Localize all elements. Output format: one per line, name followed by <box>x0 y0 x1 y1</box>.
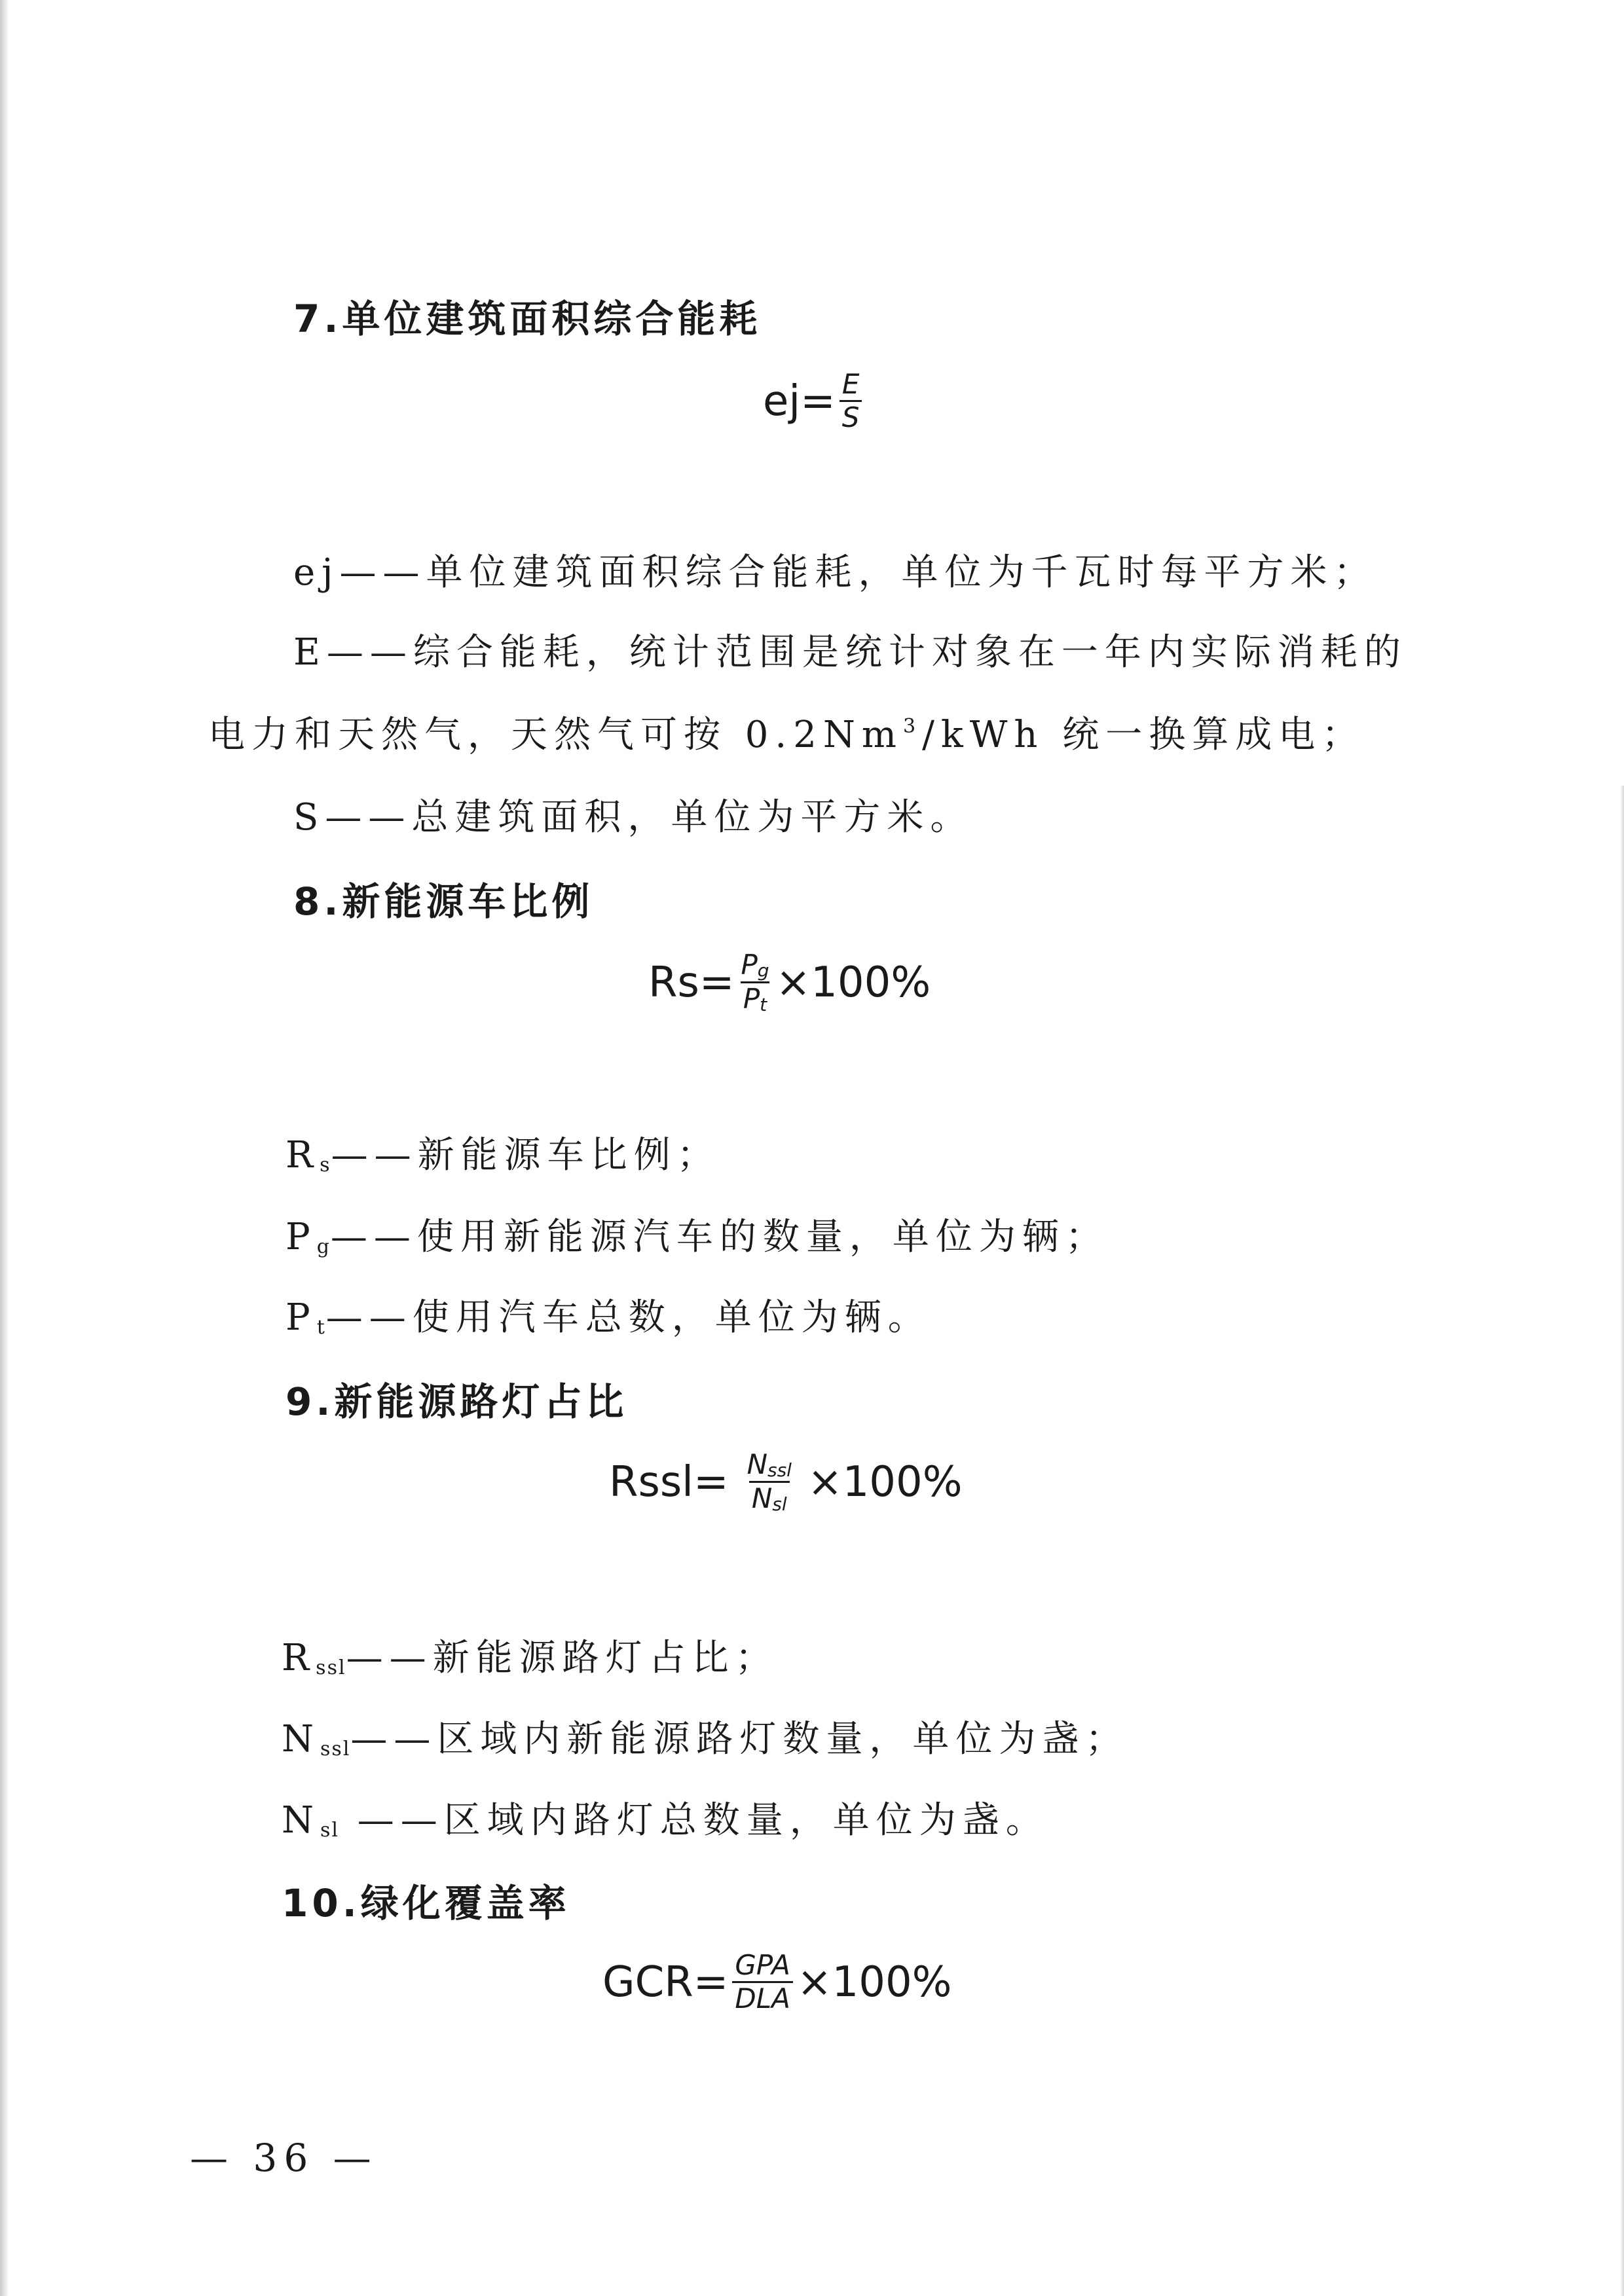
def-E-line2-before: 电力和天然气，天然气可按 0.2Nm <box>208 714 903 756</box>
formula-rs-lhs: Rs= <box>648 958 735 1007</box>
formula-rssl-den-sub: sl <box>772 1493 787 1516</box>
formula-rs-num-sub: g <box>757 960 769 981</box>
formula-gcr-numerator: GPA <box>735 1949 790 1981</box>
scan-shadow-right <box>1620 786 1624 2296</box>
def-nsl-symbol <box>282 1799 339 1842</box>
def-nssl-base: N <box>282 1718 320 1760</box>
formula-rssl-fraction <box>745 1450 794 1514</box>
scan-shadow-left <box>0 0 9 2296</box>
def-E-line2 <box>208 706 1365 758</box>
def-pt-base: P <box>286 1296 317 1339</box>
def-nsl-base: N <box>282 1799 320 1842</box>
def-nssl-text: ——区域内新能源路灯数量，单位为盏； <box>350 1718 1129 1760</box>
def-pg <box>286 1208 1109 1260</box>
def-ej-symbol: ej <box>293 551 340 594</box>
formula-gcr-lhs: GCR= <box>602 1958 729 2007</box>
formula-rssl-num-sub: ssl <box>767 1459 792 1481</box>
def-pg-text: ——使用新能源汽车的数量，单位为辆； <box>330 1216 1109 1258</box>
def-nsl <box>282 1791 1049 1844</box>
section-9-heading: 9.新能源路灯占比 <box>286 1379 628 1424</box>
formula-rssl-numerator <box>745 1450 794 1481</box>
def-rs-sub: s <box>320 1154 331 1176</box>
def-rssl <box>282 1629 779 1681</box>
formula-rssl-lhs: Rssl= <box>609 1457 729 1506</box>
def-rssl-symbol <box>282 1637 346 1679</box>
page-number: — 36 — <box>190 2136 378 2180</box>
def-S: S——总建筑面积，单位为平方米。 <box>293 796 974 839</box>
formula-rs-rhs: ×100% <box>775 958 931 1007</box>
section-8-heading: 8.新能源车比例 <box>293 879 594 924</box>
def-pg-sub: g <box>316 1235 331 1258</box>
def-nssl-symbol <box>282 1718 350 1760</box>
def-rssl-text: ——新能源路灯占比； <box>346 1637 779 1679</box>
formula-rs-num-base: P <box>741 949 758 981</box>
formula-rssl-rhs: ×100% <box>807 1457 963 1506</box>
def-E-line1: E——综合能耗，统计范围是统计对象在一年内实际消耗的 <box>293 631 1407 674</box>
formula-rs-denominator <box>741 981 769 1014</box>
def-rs-symbol <box>286 1134 331 1176</box>
formula-gcr-rhs: ×100% <box>796 1958 952 2007</box>
def-nssl <box>282 1710 1128 1762</box>
def-nsl-sub: sl <box>320 1819 339 1842</box>
formula-rssl-denominator <box>749 1481 790 1514</box>
def-E-line2-superscript: 3 <box>902 715 923 738</box>
def-E-line2-after: /kWh 统一换算成电； <box>922 714 1365 756</box>
formula-gcr-denominator: DLA <box>732 1981 792 2013</box>
formula-ej-denominator: S <box>840 400 862 432</box>
section-7-heading: 7.单位建筑面积综合能耗 <box>293 297 762 341</box>
def-ej-text: ——单位建筑面积综合能耗，单位为千瓦时每平方米； <box>339 551 1377 594</box>
formula-ej-numerator: E <box>841 368 860 400</box>
formula-rs <box>648 951 931 1015</box>
def-pt <box>286 1288 931 1341</box>
def-pg-base: P <box>286 1216 317 1258</box>
def-rs-base: R <box>286 1134 320 1176</box>
def-pt-sub: t <box>316 1316 326 1339</box>
formula-ej-lhs: ej= <box>763 376 836 426</box>
def-pt-text: ——使用汽车总数，单位为辆。 <box>325 1296 931 1339</box>
formula-rs-den-sub: t <box>760 994 767 1016</box>
def-ej <box>293 543 1377 596</box>
formula-rs-den-base: P <box>743 983 760 1015</box>
def-rssl-base: R <box>282 1637 316 1679</box>
formula-ej <box>763 370 866 432</box>
formula-gcr-fraction <box>732 1951 793 2013</box>
formula-rssl <box>609 1450 963 1514</box>
formula-ej-fraction <box>840 370 862 432</box>
section-10-heading: 10.绿化覆盖率 <box>282 1881 570 1925</box>
formula-rs-fraction <box>738 951 771 1015</box>
formula-rs-numerator <box>738 951 771 981</box>
def-rs-text: ——新能源车比例； <box>331 1134 720 1176</box>
def-nssl-sub: ssl <box>320 1738 351 1760</box>
def-pg-symbol <box>286 1216 331 1258</box>
formula-rssl-num-base: N <box>747 1448 767 1480</box>
def-rs <box>286 1126 720 1178</box>
def-nsl-text: ——区域内路灯总数量，单位为盏。 <box>339 1799 1049 1842</box>
def-pt-symbol <box>286 1296 326 1339</box>
formula-rssl-den-base: N <box>751 1482 773 1515</box>
def-rssl-sub: ssl <box>316 1656 346 1679</box>
formula-gcr <box>602 1951 951 2013</box>
